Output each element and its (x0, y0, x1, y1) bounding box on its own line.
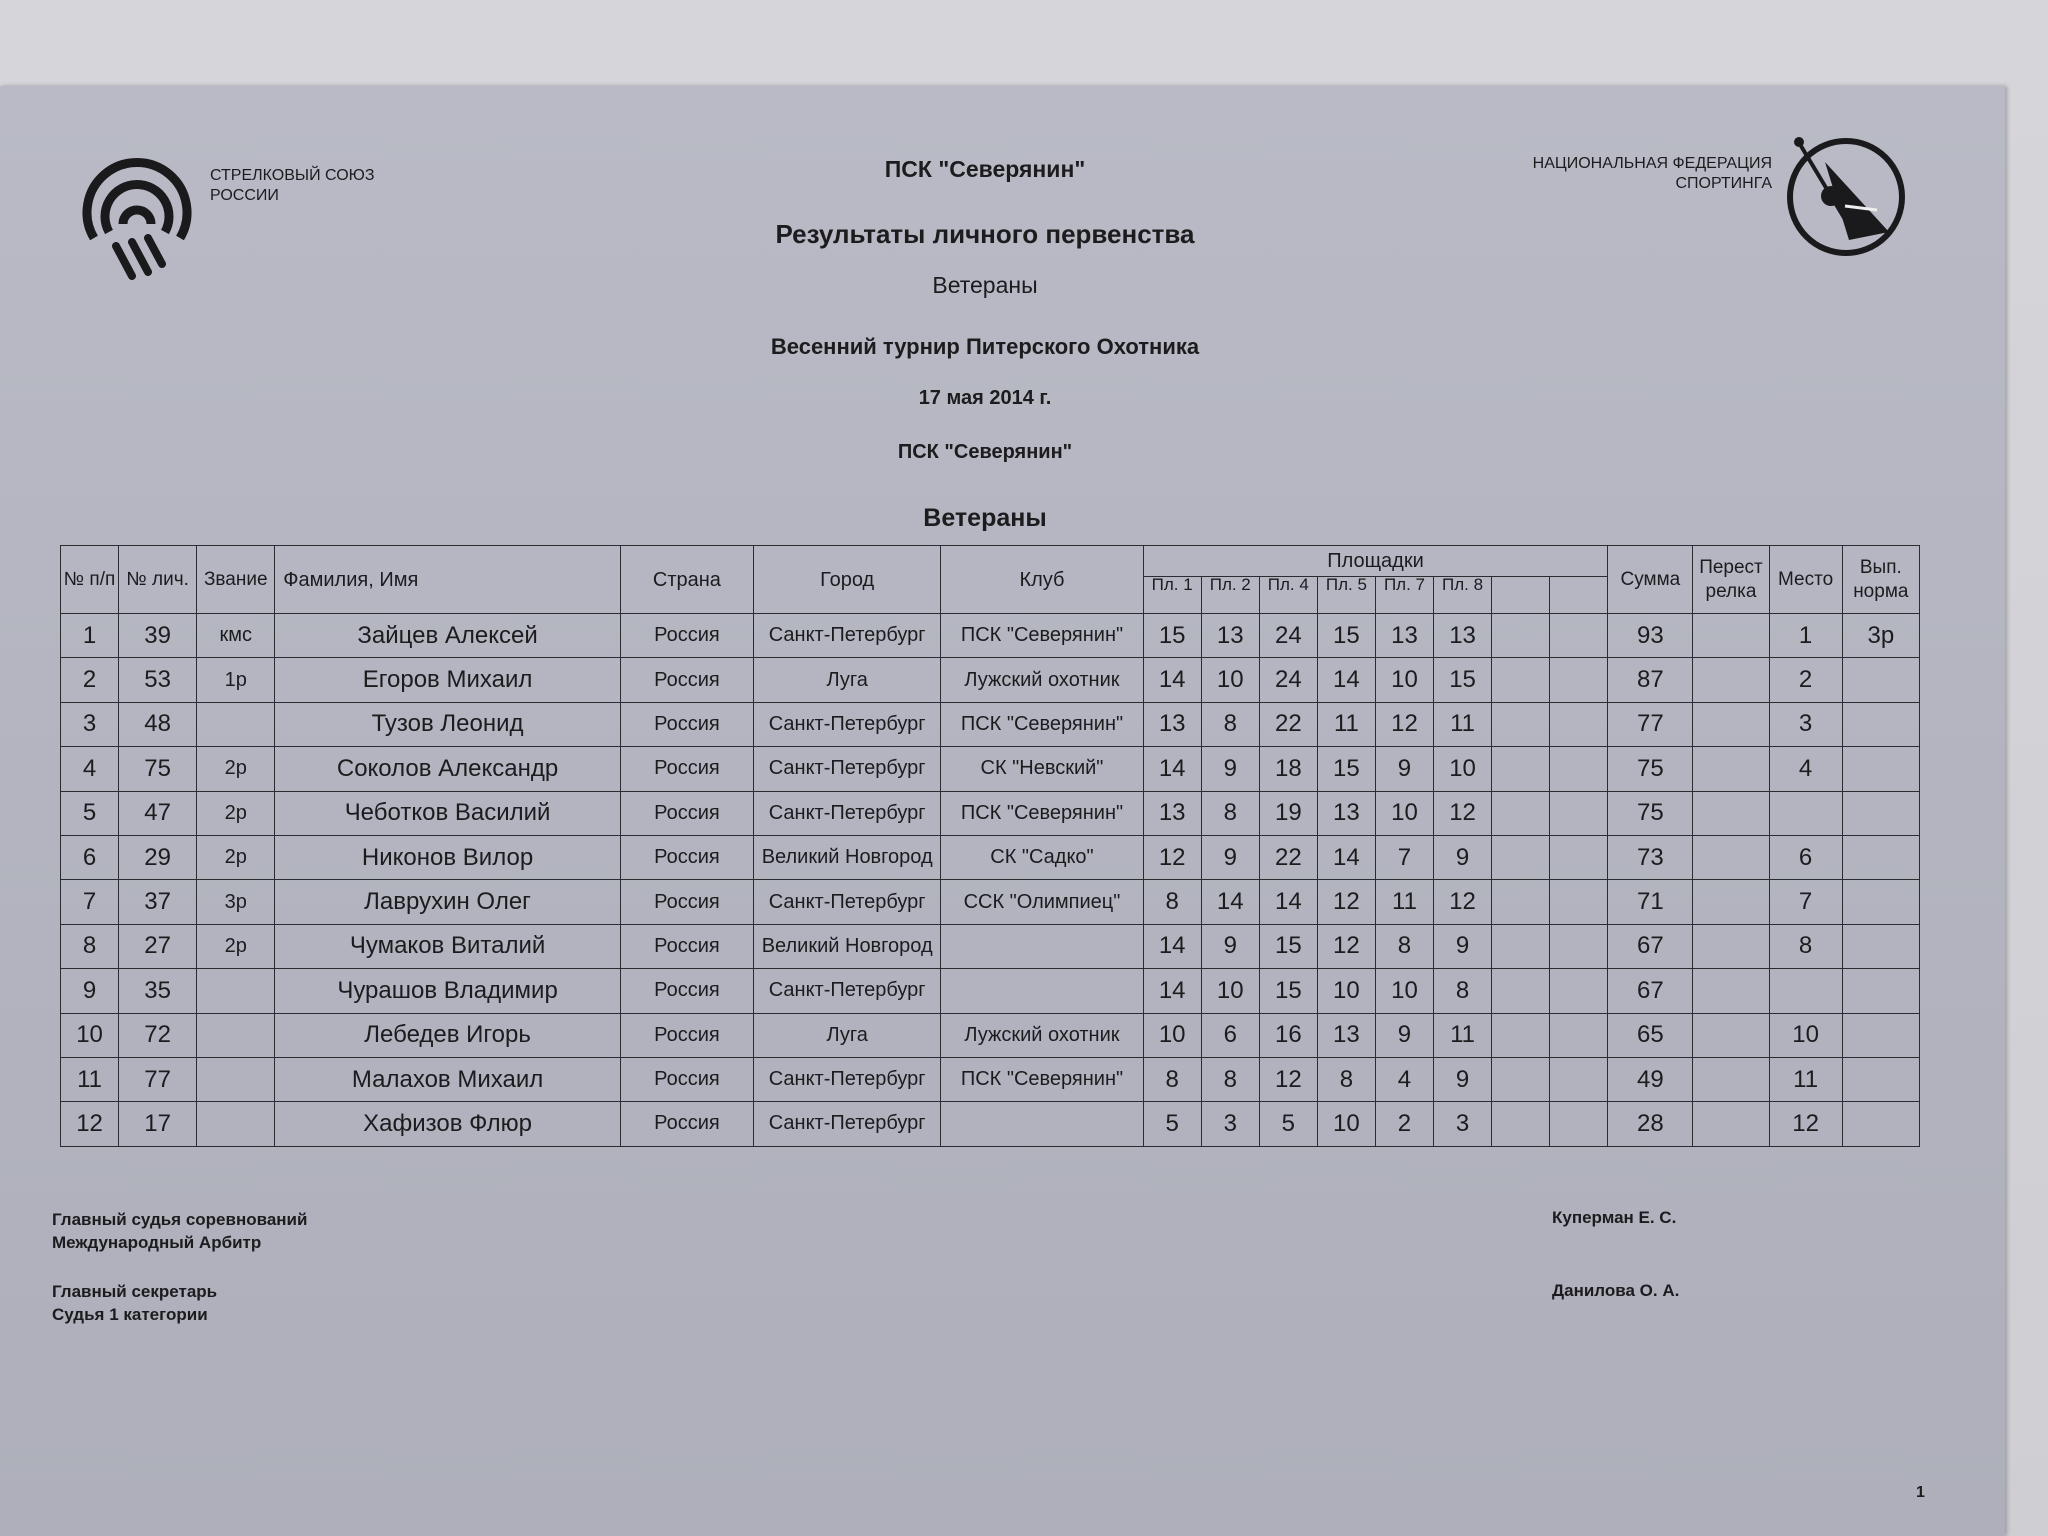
table-row (61, 1102, 1920, 1146)
table-row (61, 969, 1920, 1013)
cell-shootoff (1693, 880, 1769, 924)
cell-total: 67 (1608, 969, 1693, 1013)
cell-club: СК "Невский" (941, 747, 1143, 791)
cell-shootoff (1693, 747, 1769, 791)
cell-shootoff (1693, 924, 1769, 968)
col-num-header: № п/п (61, 546, 119, 614)
cell-score: 14 (1143, 969, 1201, 1013)
group-heading: Ветераны (923, 504, 1047, 532)
cell-score: 12 (1375, 702, 1433, 746)
cell-score (1492, 1057, 1550, 1101)
cell-num: 8 (61, 924, 119, 968)
cell-country: Россия (620, 614, 753, 658)
range-7-header: Пл. 7 (1375, 577, 1433, 614)
cell-score: 9 (1375, 747, 1433, 791)
cell-score: 13 (1375, 614, 1433, 658)
cell-place: 3 (1769, 702, 1842, 746)
cell-norm (1842, 702, 1919, 746)
cell-name: Соколов Александр (275, 747, 621, 791)
cell-rank: 3р (197, 880, 275, 924)
cell-score (1492, 747, 1550, 791)
cell-city: Санкт-Петербург (754, 614, 941, 658)
cell-city: Санкт-Петербург (754, 702, 941, 746)
cell-city: Санкт-Петербург (754, 1057, 941, 1101)
cell-score (1492, 791, 1550, 835)
cell-score: 8 (1375, 924, 1433, 968)
cell-city: Санкт-Петербург (754, 747, 941, 791)
cell-score (1492, 880, 1550, 924)
col-country-header: Страна (620, 546, 753, 614)
cell-country: Россия (620, 880, 753, 924)
cell-score: 13 (1317, 1013, 1375, 1057)
table-header-row (61, 546, 1920, 577)
secretary-title: Главный секретарь Судья 1 категории (52, 1282, 218, 1324)
cell-rank (197, 702, 275, 746)
cell-bib: 53 (119, 658, 197, 702)
cell-score: 9 (1434, 924, 1492, 968)
cell-num: 6 (61, 835, 119, 879)
cell-bib: 17 (119, 1102, 197, 1146)
cell-total: 87 (1608, 658, 1693, 702)
cell-score: 9 (1434, 835, 1492, 879)
table-row (61, 1057, 1920, 1101)
col-norm-header: Вып. норма (1842, 546, 1919, 614)
table-row (61, 658, 1920, 702)
cell-score: 13 (1143, 702, 1201, 746)
cell-score: 8 (1201, 791, 1259, 835)
cell-norm (1842, 835, 1919, 879)
cell-bib: 75 (119, 747, 197, 791)
cell-shootoff (1693, 658, 1769, 702)
cell-city: Луга (754, 658, 941, 702)
cell-city: Великий Новгород (754, 835, 941, 879)
cell-num: 11 (61, 1057, 119, 1101)
cell-score: 10 (1143, 1013, 1201, 1057)
category-label: Ветераны (932, 272, 1038, 298)
cell-country: Россия (620, 791, 753, 835)
cell-score: 10 (1201, 969, 1259, 1013)
cell-place: 6 (1769, 835, 1842, 879)
cell-place: 7 (1769, 880, 1842, 924)
cell-club (941, 1102, 1143, 1146)
cell-shootoff (1693, 1013, 1769, 1057)
cell-score: 8 (1317, 1057, 1375, 1101)
cell-num: 1 (61, 614, 119, 658)
cell-shootoff (1693, 702, 1769, 746)
cell-score: 5 (1143, 1102, 1201, 1146)
cell-score (1492, 702, 1550, 746)
cell-club: Лужский охотник (941, 658, 1143, 702)
cell-name: Егоров Михаил (275, 658, 621, 702)
cell-score: 9 (1201, 835, 1259, 879)
cell-score: 9 (1201, 924, 1259, 968)
cell-score: 12 (1434, 791, 1492, 835)
cell-city: Санкт-Петербург (754, 791, 941, 835)
cell-place (1769, 791, 1842, 835)
cell-score: 12 (1259, 1057, 1317, 1101)
cell-shootoff (1693, 1057, 1769, 1101)
cell-country: Россия (620, 747, 753, 791)
cell-score: 15 (1317, 614, 1375, 658)
cell-score: 10 (1375, 969, 1433, 1013)
col-ranges-header: Площадки (1143, 546, 1608, 577)
cell-score (1550, 1013, 1608, 1057)
cell-norm (1842, 1057, 1919, 1101)
cell-bib: 47 (119, 791, 197, 835)
chief-judge-title: Главный судья соревнований Международный Арбитр (52, 1210, 308, 1252)
chief-judge-name: Куперман Е. С. (1552, 1208, 1677, 1227)
cell-total: 75 (1608, 791, 1693, 835)
cell-rank: 2р (197, 791, 275, 835)
cell-city: Санкт-Петербург (754, 969, 941, 1013)
cell-score: 12 (1434, 880, 1492, 924)
cell-bib: 48 (119, 702, 197, 746)
cell-score: 4 (1375, 1057, 1433, 1101)
cell-shootoff (1693, 1102, 1769, 1146)
cell-score: 8 (1143, 1057, 1201, 1101)
cell-score (1492, 969, 1550, 1013)
cell-rank (197, 969, 275, 1013)
cell-score (1550, 880, 1608, 924)
cell-score (1550, 702, 1608, 746)
cell-score: 11 (1317, 702, 1375, 746)
cell-name: Лаврухин Олег (275, 880, 621, 924)
results-table (60, 545, 1920, 1147)
range-2-header: Пл. 2 (1201, 577, 1259, 614)
cell-name: Чурашов Владимир (275, 969, 621, 1013)
cell-norm: 3р (1842, 614, 1919, 658)
col-shootoff-header: Перест релка (1693, 546, 1769, 614)
cell-club: ПСК "Северянин" (941, 1057, 1143, 1101)
shooting-union-logo-icon (76, 146, 192, 284)
cell-num: 4 (61, 747, 119, 791)
cell-country: Россия (620, 835, 753, 879)
cell-score: 9 (1201, 747, 1259, 791)
cell-country: Россия (620, 969, 753, 1013)
cell-club: ПСК "Северянин" (941, 702, 1143, 746)
table-row (61, 924, 1920, 968)
cell-score: 24 (1259, 658, 1317, 702)
cell-score (1550, 1057, 1608, 1101)
organizer-club: ПСК "Северянин" (884, 156, 1086, 182)
col-name-header: Фамилия, Имя (275, 546, 621, 614)
table-row (61, 880, 1920, 924)
cell-score: 15 (1143, 614, 1201, 658)
col-rank-header: Звание (197, 546, 275, 614)
cell-place: 2 (1769, 658, 1842, 702)
union-name: СТРЕЛКОВЫЙ СОЮЗ РОССИИ (210, 167, 375, 204)
document-title: Результаты личного первенства (775, 219, 1195, 249)
secretary-name: Данилова О. А. (1552, 1281, 1680, 1300)
cell-num: 10 (61, 1013, 119, 1057)
cell-rank (197, 1102, 275, 1146)
cell-norm (1842, 658, 1919, 702)
cell-bib: 29 (119, 835, 197, 879)
sporting-federation-logo-icon (1785, 136, 1907, 258)
cell-score (1550, 835, 1608, 879)
cell-norm (1842, 924, 1919, 968)
cell-country: Россия (620, 1057, 753, 1101)
cell-score: 16 (1259, 1013, 1317, 1057)
cell-shootoff (1693, 614, 1769, 658)
cell-bib: 39 (119, 614, 197, 658)
cell-score (1550, 791, 1608, 835)
cell-score: 3 (1201, 1102, 1259, 1146)
cell-score: 12 (1317, 880, 1375, 924)
cell-norm (1842, 1013, 1919, 1057)
cell-total: 77 (1608, 702, 1693, 746)
cell-norm (1842, 1102, 1919, 1146)
cell-score: 18 (1259, 747, 1317, 791)
cell-place (1769, 969, 1842, 1013)
col-place-header: Место (1769, 546, 1842, 614)
cell-score (1492, 1013, 1550, 1057)
cell-score: 11 (1434, 702, 1492, 746)
cell-score (1492, 924, 1550, 968)
cell-score: 13 (1434, 614, 1492, 658)
cell-score: 11 (1434, 1013, 1492, 1057)
cell-city: Луга (754, 1013, 941, 1057)
range-empty-header (1550, 577, 1608, 614)
cell-total: 65 (1608, 1013, 1693, 1057)
cell-score: 8 (1434, 969, 1492, 1013)
cell-score: 12 (1143, 835, 1201, 879)
cell-score (1492, 658, 1550, 702)
cell-score: 9 (1434, 1057, 1492, 1101)
cell-score: 15 (1317, 747, 1375, 791)
cell-country: Россия (620, 1102, 753, 1146)
cell-shootoff (1693, 835, 1769, 879)
range-1-header: Пл. 1 (1143, 577, 1201, 614)
cell-city: Санкт-Петербург (754, 1102, 941, 1146)
cell-club (941, 969, 1143, 1013)
cell-score: 24 (1259, 614, 1317, 658)
cell-score: 11 (1375, 880, 1433, 924)
table-row (61, 614, 1920, 658)
cell-score: 13 (1317, 791, 1375, 835)
range-empty-header (1492, 577, 1550, 614)
col-city-header: Город (754, 546, 941, 614)
cell-name: Чумаков Виталий (275, 924, 621, 968)
cell-rank: 2р (197, 835, 275, 879)
event-name: Весенний турнир Питерского Охотника (770, 334, 1200, 359)
cell-score: 8 (1201, 702, 1259, 746)
cell-score: 10 (1317, 1102, 1375, 1146)
cell-num: 12 (61, 1102, 119, 1146)
cell-place: 12 (1769, 1102, 1842, 1146)
cell-score: 13 (1143, 791, 1201, 835)
table-row (61, 747, 1920, 791)
cell-score: 14 (1201, 880, 1259, 924)
cell-num: 2 (61, 658, 119, 702)
cell-club: ПСК "Северянин" (941, 614, 1143, 658)
cell-score: 7 (1375, 835, 1433, 879)
cell-score (1550, 969, 1608, 1013)
cell-score (1492, 1102, 1550, 1146)
cell-score: 13 (1201, 614, 1259, 658)
cell-norm (1842, 969, 1919, 1013)
cell-score: 12 (1317, 924, 1375, 968)
cell-place: 11 (1769, 1057, 1842, 1101)
cell-total: 71 (1608, 880, 1693, 924)
cell-club: СК "Садко" (941, 835, 1143, 879)
federation-name: НАЦИОНАЛЬНАЯ ФЕДЕРАЦИЯ СПОРТИНГА (1532, 155, 1772, 192)
range-8-header: Пл. 8 (1434, 577, 1492, 614)
cell-score: 8 (1201, 1057, 1259, 1101)
table-row (61, 835, 1920, 879)
cell-score (1550, 1102, 1608, 1146)
cell-name: Тузов Леонид (275, 702, 621, 746)
cell-club: Лужский охотник (941, 1013, 1143, 1057)
cell-bib: 72 (119, 1013, 197, 1057)
col-bib-header: № лич. (119, 546, 197, 614)
cell-score: 9 (1375, 1013, 1433, 1057)
cell-score: 10 (1375, 791, 1433, 835)
cell-score: 14 (1143, 658, 1201, 702)
cell-score: 10 (1375, 658, 1433, 702)
cell-score (1492, 835, 1550, 879)
cell-score: 10 (1201, 658, 1259, 702)
cell-score: 14 (1143, 747, 1201, 791)
event-date: 17 мая 2014 г. (918, 387, 1052, 409)
table-row (61, 791, 1920, 835)
cell-total: 73 (1608, 835, 1693, 879)
cell-rank: 2р (197, 747, 275, 791)
cell-score: 14 (1259, 880, 1317, 924)
cell-score (1550, 924, 1608, 968)
cell-score: 8 (1143, 880, 1201, 924)
cell-norm (1842, 791, 1919, 835)
event-venue: ПСК "Северянин" (897, 441, 1073, 463)
cell-rank: кмс (197, 614, 275, 658)
cell-rank: 1р (197, 658, 275, 702)
cell-rank (197, 1057, 275, 1101)
cell-num: 7 (61, 880, 119, 924)
cell-total: 67 (1608, 924, 1693, 968)
cell-total: 75 (1608, 747, 1693, 791)
cell-score: 15 (1434, 658, 1492, 702)
cell-city: Санкт-Петербург (754, 880, 941, 924)
cell-club: ССК "Олимпиец" (941, 880, 1143, 924)
cell-name: Никонов Вилор (275, 835, 621, 879)
cell-place: 4 (1769, 747, 1842, 791)
cell-score (1492, 614, 1550, 658)
cell-name: Зайцев Алексей (275, 614, 621, 658)
cell-rank (197, 1013, 275, 1057)
cell-club (941, 924, 1143, 968)
cell-score: 15 (1259, 924, 1317, 968)
cell-bib: 27 (119, 924, 197, 968)
col-club-header: Клуб (941, 546, 1143, 614)
cell-name: Хафизов Флюр (275, 1102, 621, 1146)
cell-total: 49 (1608, 1057, 1693, 1101)
cell-country: Россия (620, 658, 753, 702)
cell-score: 19 (1259, 791, 1317, 835)
cell-name: Малахов Михаил (275, 1057, 621, 1101)
cell-place: 10 (1769, 1013, 1842, 1057)
cell-total: 93 (1608, 614, 1693, 658)
cell-shootoff (1693, 791, 1769, 835)
table-row (61, 1013, 1920, 1057)
cell-bib: 35 (119, 969, 197, 1013)
cell-city: Великий Новгород (754, 924, 941, 968)
cell-place: 8 (1769, 924, 1842, 968)
cell-total: 28 (1608, 1102, 1693, 1146)
cell-score (1550, 747, 1608, 791)
cell-club: ПСК "Северянин" (941, 791, 1143, 835)
cell-score (1550, 658, 1608, 702)
cell-score: 2 (1375, 1102, 1433, 1146)
cell-name: Лебедев Игорь (275, 1013, 621, 1057)
cell-score: 15 (1259, 969, 1317, 1013)
cell-score: 5 (1259, 1102, 1317, 1146)
cell-score (1550, 614, 1608, 658)
table-row (61, 702, 1920, 746)
cell-bib: 77 (119, 1057, 197, 1101)
cell-country: Россия (620, 924, 753, 968)
cell-bib: 37 (119, 880, 197, 924)
page-number: 1 (1916, 1484, 1925, 1501)
cell-score: 14 (1317, 835, 1375, 879)
cell-num: 3 (61, 702, 119, 746)
col-total-header: Сумма (1608, 546, 1693, 614)
cell-score: 14 (1317, 658, 1375, 702)
cell-shootoff (1693, 969, 1769, 1013)
cell-score: 22 (1259, 835, 1317, 879)
cell-num: 5 (61, 791, 119, 835)
cell-place: 1 (1769, 614, 1842, 658)
cell-score: 6 (1201, 1013, 1259, 1057)
cell-name: Чеботков Василий (275, 791, 621, 835)
cell-score: 22 (1259, 702, 1317, 746)
cell-country: Россия (620, 1013, 753, 1057)
cell-country: Россия (620, 702, 753, 746)
cell-score: 10 (1434, 747, 1492, 791)
cell-norm (1842, 880, 1919, 924)
range-5-header: Пл. 5 (1317, 577, 1375, 614)
cell-rank: 2р (197, 924, 275, 968)
cell-score: 14 (1143, 924, 1201, 968)
cell-norm (1842, 747, 1919, 791)
cell-score: 10 (1317, 969, 1375, 1013)
cell-score: 3 (1434, 1102, 1492, 1146)
range-4-header: Пл. 4 (1259, 577, 1317, 614)
cell-num: 9 (61, 969, 119, 1013)
